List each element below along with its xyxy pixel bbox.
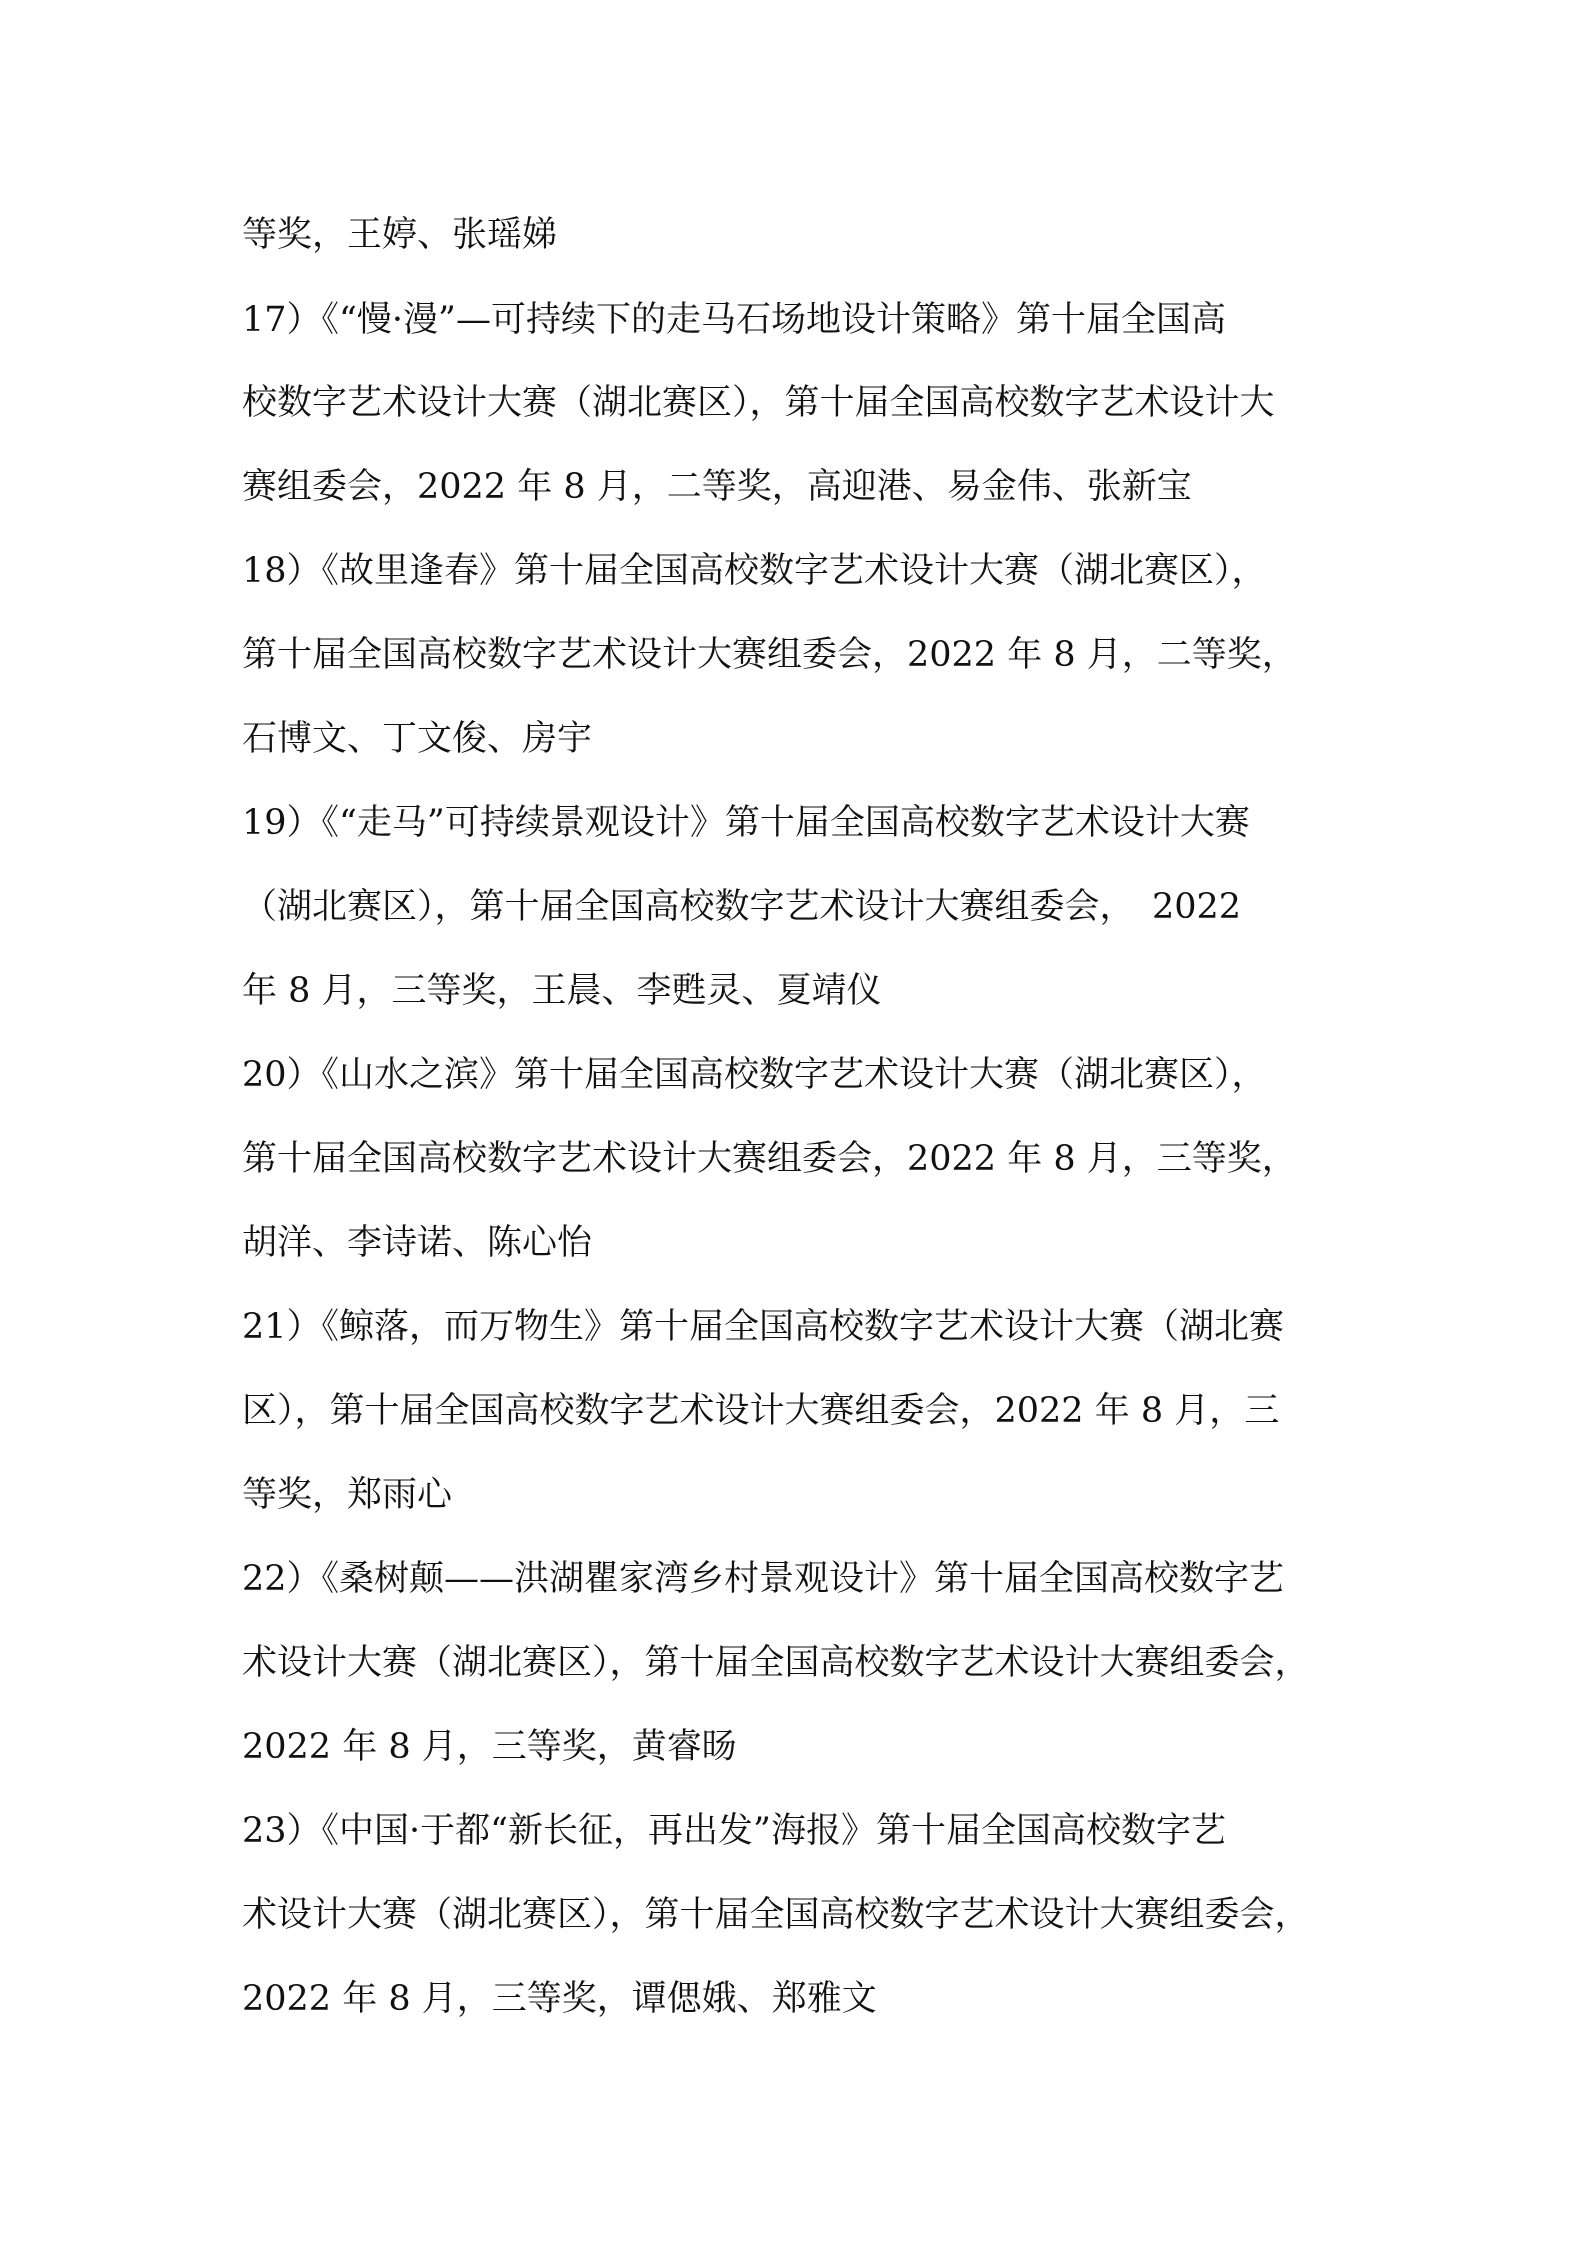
text-line: 校数字艺术设计大赛（湖北赛区），第十届全国高校数字艺术设计大 (242, 383, 1275, 423)
text-line: 2022 年 8 月，三等奖，黄睿旸 (242, 1727, 737, 1767)
text-line: 区），第十届全国高校数字艺术设计大赛组委会，2022 年 8 月，三 (242, 1391, 1280, 1431)
text-line: 18）《故里逢春》第十届全国高校数字艺术设计大赛（湖北赛区）， (242, 551, 1267, 591)
text-line: 23）《中国·于都“新长征，再出发”海报》第十届全国高校数字艺 (242, 1811, 1226, 1851)
text-line: 术设计大赛（湖北赛区），第十届全国高校数字艺术设计大赛组委会， (242, 1643, 1310, 1683)
text-line: 19）《“走马”可持续景观设计》第十届全国高校数字艺术设计大赛 (242, 803, 1250, 843)
text-line: 石博文、丁文俊、房宇 (242, 719, 593, 759)
text-line: 等奖，郑雨心 (242, 1475, 453, 1515)
text-line: 术设计大赛（湖北赛区），第十届全国高校数字艺术设计大赛组委会， (242, 1895, 1310, 1935)
text-line: 第十届全国高校数字艺术设计大赛组委会，2022 年 8 月，二等奖， (242, 635, 1297, 675)
text-line: 20）《山水之滨》第十届全国高校数字艺术设计大赛（湖北赛区）， (242, 1055, 1267, 1095)
text-line: 第十届全国高校数字艺术设计大赛组委会，2022 年 8 月，三等奖， (242, 1139, 1297, 1179)
text-line: 胡洋、李诗诺、陈心怡 (242, 1223, 593, 1263)
text-line: 赛组委会，2022 年 8 月，二等奖，高迎港、易金伟、张新宝 (242, 467, 1192, 507)
text-line: （湖北赛区），第十届全国高校数字艺术设计大赛组委会， 2022 (242, 887, 1242, 927)
text-line: 年 8 月，三等奖，王晨、李甦灵、夏靖仪 (242, 971, 882, 1011)
text-line: 等奖，王婷、张瑶娣 (242, 215, 558, 255)
text-line: 2022 年 8 月，三等奖，谭偲娥、郑雅文 (242, 1979, 877, 2019)
text-line: 17）《“慢·漫”—可持续下的走马石场地设计策略》第十届全国高 (242, 300, 1226, 340)
text-line: 21）《鲸落，而万物生》第十届全国高校数字艺术设计大赛（湖北赛 (242, 1307, 1285, 1347)
text-line: 22）《桑树颠——洪湖瞿家湾乡村景观设计》第十届全国高校数字艺 (242, 1559, 1285, 1599)
